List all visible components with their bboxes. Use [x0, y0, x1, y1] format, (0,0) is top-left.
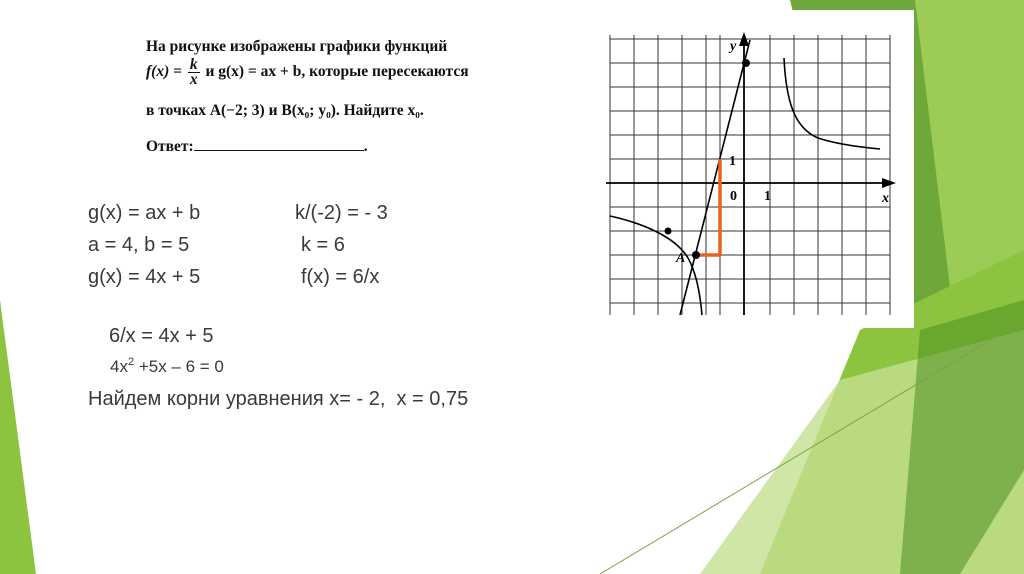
point-a	[692, 251, 700, 259]
point-b	[742, 59, 750, 67]
task-line-3: в точках A(−2; 3) и B(x₀; y₀). Найдите x₀.	[146, 102, 424, 119]
graph-figure	[596, 10, 914, 328]
task-line-1: На рисунке изображены графики функций	[146, 38, 448, 55]
tick-label-x-1: 1	[764, 189, 771, 204]
answer-row: Ответ: .	[146, 138, 368, 155]
equation-2-term: 4x	[110, 357, 128, 376]
green-left-edge	[0, 300, 36, 574]
equation-2-rest: +5x – 6 = 0	[134, 357, 224, 376]
roots-line: Найдем корни уравнения x= - 2, x = 0,75	[88, 388, 469, 410]
tick-label-y-1: 1	[729, 154, 736, 169]
solution-col1-line3: g(x) = 4x + 5	[88, 266, 201, 288]
fraction-numerator: k	[189, 56, 198, 73]
origin-label: 0	[730, 189, 737, 204]
answer-blank	[194, 138, 364, 151]
equation-2	[110, 357, 224, 377]
graph-panel	[596, 10, 914, 328]
solution-col2-line2: k = 6	[301, 234, 345, 256]
point-a-label: A	[676, 251, 686, 266]
x-axis-arrow	[882, 178, 896, 188]
grid	[610, 35, 890, 315]
function-f-prefix: f(x) =	[146, 63, 182, 81]
equation-2-exponent: 2	[127, 356, 135, 368]
x-axis-label: x	[882, 191, 889, 206]
point-hyperbola	[665, 228, 672, 235]
fraction-k-over-x	[188, 58, 200, 87]
fraction-denominator: x	[189, 71, 198, 88]
hyperbola-f	[610, 58, 880, 315]
solution-col1-line2: a = 4, b = 5	[88, 234, 190, 256]
solution-col2-line3: f(x) = 6/x	[301, 266, 380, 288]
solution-col2-line1: k/(-2) = - 3	[295, 202, 388, 224]
answer-label: Ответ:	[146, 138, 194, 155]
line-g	[680, 40, 750, 315]
solution-col1-line1: g(x) = ax + b	[88, 202, 201, 224]
y-axis-label: y	[730, 39, 737, 54]
task-line-2-rest: и g(x) = ax + b, которые пересекаются	[205, 63, 469, 81]
task-line-2	[146, 58, 469, 87]
equation-1: 6/x = 4x + 5	[109, 325, 214, 347]
axes	[606, 32, 896, 315]
